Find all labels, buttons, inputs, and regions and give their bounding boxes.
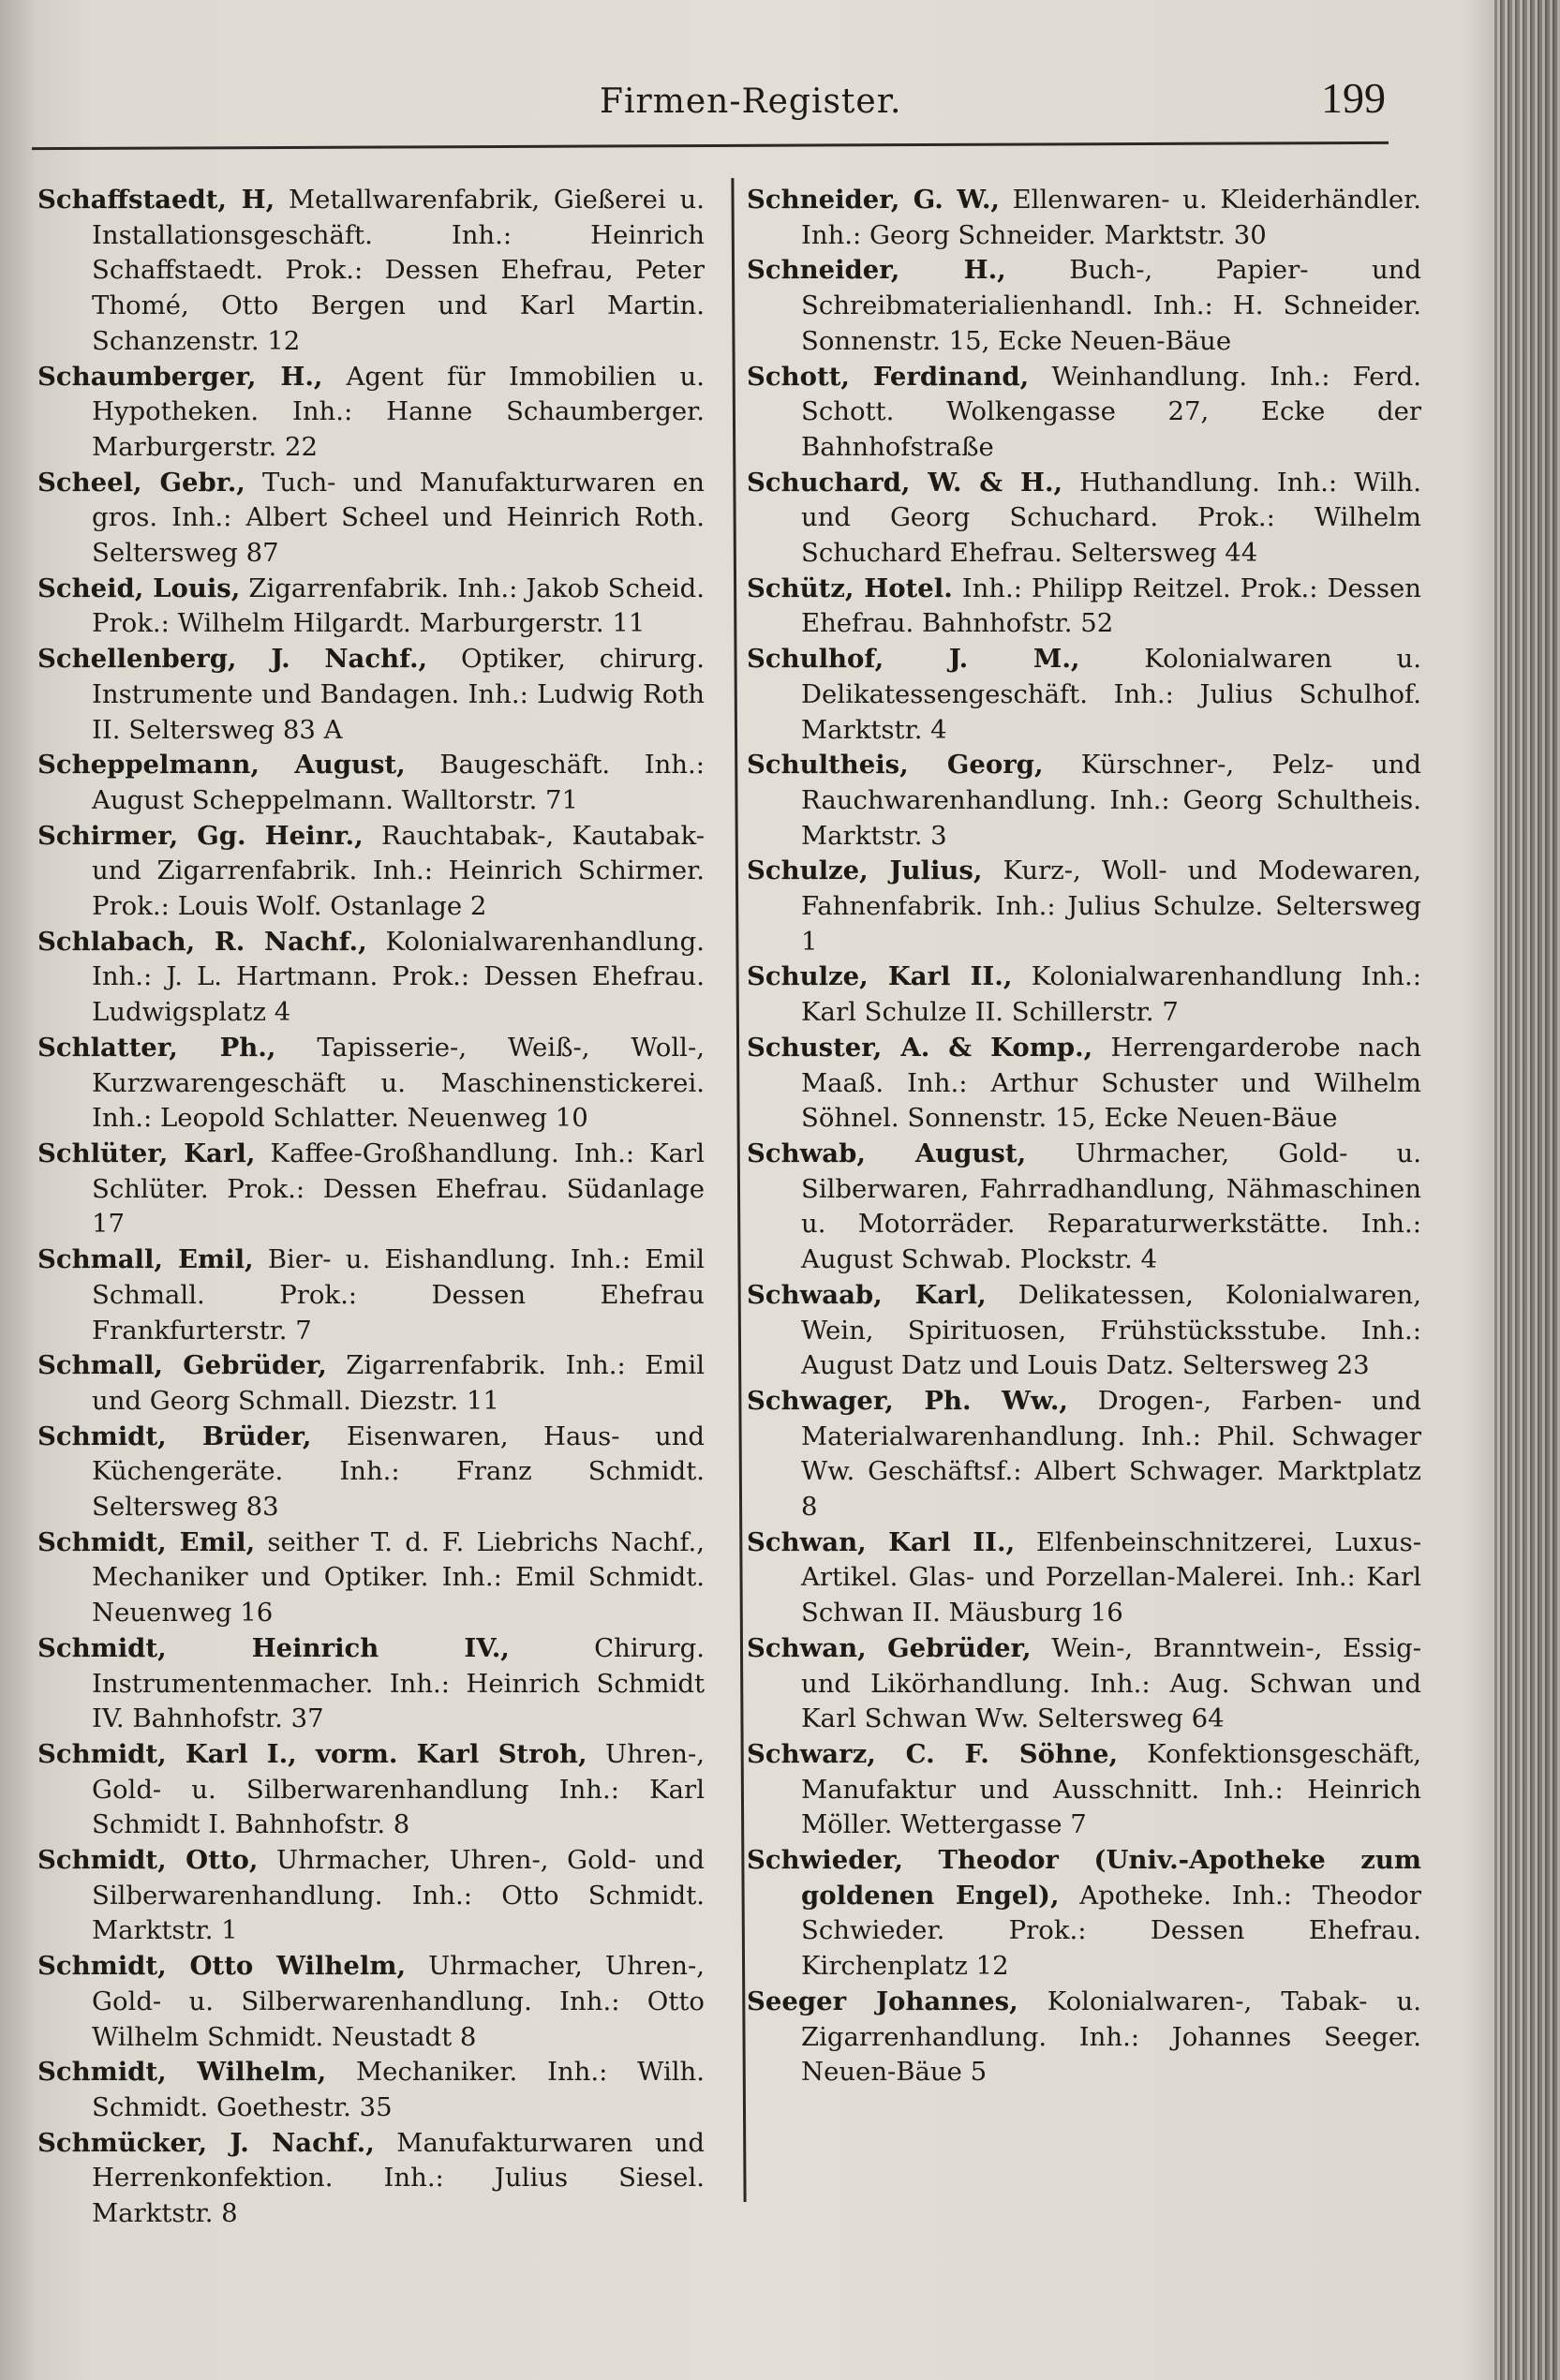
register-entry [747,360,1421,466]
register-entry [37,1031,705,1137]
entry-firm-name: Schwan, Gebrüder, [747,1632,1032,1663]
register-entry [37,1242,705,1348]
register-entry [747,854,1421,959]
entry-firm-name: Schlüter, Karl, [37,1138,256,1168]
entry-firm-name: Schaffstaedt, H, [37,185,275,215]
register-entry [37,2126,705,2232]
entry-firm-name: Schmidt, Otto Wilhelm, [37,1951,407,1982]
entry-details: Kürschner-, Pelz- und Rauchwarenhandlung. Inh.: Georg Schultheis. Marktstr. 3 [801,750,1421,851]
register-entry [37,2055,705,2125]
register-entry [747,466,1421,572]
entry-details: Herrengarderobe nach Maaß. Inh.: Arthur Schuster und Wilhelm Söhnel. Sonnenstr. 15, Ecke Neuen-Bäue [801,1032,1421,1134]
right-column [747,183,1421,2090]
entry-details: Weinhandlung. Inh.: Ferd. Schott. Wolkengasse 27, Ecke der Bahnhofstraße [801,361,1421,462]
entry-details: Tuch- und Manufakturwaren en gros. Inh.: Albert Scheel und Heinrich Roth. Seltersweg 87 [92,467,706,569]
register-entry [747,1631,1421,1737]
entry-details: Agent für Immobilien u. Hypotheken. Inh.: Hanne Schaumberger. Marburgerstr. 22 [92,361,705,462]
entry-details: Eisenwaren, Haus- und Küchengeräte. Inh.: Franz Schmidt. Seltersweg 83 [92,1421,706,1523]
register-entry [747,1843,1421,1985]
entry-firm-name: Schaumberger, H., [37,361,323,392]
entry-details: Apotheke. Inh.: Theodor Schwieder. Prok.: Dessen Ehefrau. Kirchenplatz 12 [801,1880,1421,1982]
entry-firm-name: Schütz, Hotel. [747,573,953,603]
entry-firm-name: Schlatter, Ph., [37,1032,276,1063]
page-binding [0,0,34,2380]
entry-details: seither T. d. F. Liebrichs Nachf., Mechaniker und Optiker. Inh.: Emil Schmidt. Neuenweg 16 [92,1526,706,1629]
entry-details: Metallwarenfabrik, Gießerei u. Installationsgeschäft. Inh.: Heinrich Schaffstaedt. Prok.: Dessen Ehefrau, Peter Thomé, Otto Bergen und Karl Martin. Schanzenstr. 12 [92,185,706,356]
register-entry [37,1737,705,1843]
entry-details: Tapisserie-, Weiß-, Woll-, Kurzwarengeschäft u. Maschinenstickerei. Inh.: Leopold Schlatter. Neuenweg 10 [92,1032,705,1134]
entry-details: Manufakturwaren und Herrenkonfektion. Inh.: Julius Siesel. Marktstr. 8 [92,2127,705,2229]
entry-details: Zigarrenfabrik. Inh.: Jakob Scheid. Prok.: Wilhelm Hilgardt. Marburgerstr. 11 [92,573,705,639]
left-column [37,183,705,2232]
entry-firm-name: Schwab, August, [747,1138,1027,1168]
register-entry [37,1420,705,1525]
register-entry [747,253,1421,359]
entry-firm-name: Scheid, Louis, [37,573,241,603]
entry-firm-name: Schulze, Julius, [747,855,983,886]
entry-firm-name: Schott, Ferdinand, [747,361,1030,392]
entry-firm-name: Schmidt, Brüder, [37,1421,312,1451]
entry-firm-name: Schuster, A. & Komp., [747,1032,1093,1063]
entry-details: Uhren-, Gold- u. Silberwarenhandlung Inh.: Karl Schmidt I. Bahnhofstr. 8 [92,1738,705,1840]
register-entry [747,183,1421,253]
register-entry [747,1137,1421,1278]
register-entry [747,1278,1421,1384]
register-entry [37,1843,705,1949]
register-entry [37,1137,705,1242]
entry-firm-name: Schmall, Emil, [37,1244,254,1275]
register-entry [37,1631,705,1737]
register-entry [37,748,705,818]
register-entry [37,1949,705,2055]
entry-firm-name: Schmidt, Otto, [37,1845,259,1876]
entry-details: Optiker, chirurg. Instrumente und Bandagen. Inh.: Ludwig Roth II. Seltersweg 83 A [92,644,705,745]
entry-firm-name: Schwan, Karl II., [747,1526,1016,1557]
running-title: Firmen-Register. [600,82,902,121]
entry-firm-name: Schuchard, W. & H., [747,467,1063,498]
entry-details: Mechaniker. Inh.: Wilh. Schmidt. Goethestr. 35 [92,2057,705,2122]
entry-firm-name: Schmidt, Karl I., vorm. Karl Stroh, [37,1738,587,1769]
entry-details: Zigarrenfabrik. Inh.: Emil und Georg Schmall. Diezstr. 11 [92,1350,705,1416]
entry-firm-name: Schmidt, Wilhelm, [37,2057,327,2088]
entry-firm-name: Scheppelmann, August, [37,750,406,781]
register-entry [37,925,705,1031]
entry-details: Drogen-, Farben- und Materialwarenhandlung. Inh.: Phil. Schwager Ww. Geschäftsf.: Albert Schwager. Marktplatz 8 [801,1385,1421,1523]
entry-details: Kaffee-Großhandlung. Inh.: Karl Schlüter. Prok.: Dessen Ehefrau. Südanlage 17 [92,1138,705,1240]
entry-details: Kolonialwaren u. Delikatessengeschäft. Inh.: Julius Schulhof. Marktstr. 4 [801,644,1421,745]
entry-firm-name: Schwieder, Theodor (Univ.-Apotheke zum goldenen Engel), [747,1845,1421,1911]
register-entry [37,1348,705,1419]
register-entry [37,572,705,642]
register-entry [37,183,705,360]
register-entry [747,1525,1421,1631]
register-entry [747,1384,1421,1525]
register-entry [747,1031,1421,1137]
entry-firm-name: Schwarz, C. F. Söhne, [747,1738,1119,1769]
entry-details: Kolonialwaren-, Tabak- u. Zigarrenhandlung. Inh.: Johannes Seeger. Neuen-Bäue 5 [801,1986,1421,2088]
register-entry [37,466,705,572]
page-number: 199 [1321,74,1386,122]
entry-details: Elfenbeinschnitzerei, Luxus-Artikel. Glas- und Porzellan-Malerei. Inh.: Karl Schwan II. Mäusburg 16 [801,1526,1421,1629]
entry-firm-name: Schulze, Karl II., [747,961,1013,992]
register-entry [37,819,705,925]
entry-details: Delikatessen, Kolonialwaren, Wein, Spirituosen, Frühstücksstube. Inh.: August Datz und Louis Datz. Seltersweg 23 [801,1279,1421,1381]
entry-firm-name: Schellenberg, J. Nachf., [37,644,428,675]
register-entry [37,642,705,748]
register-entry [747,1985,1421,2090]
entry-details: Wein-, Branntwein-, Essig- und Likörhandlung. Inh.: Aug. Schwan und Karl Schwan Ww. Seltersweg 64 [801,1632,1421,1734]
entry-firm-name: Schulhof, J. M., [747,644,1080,675]
entry-firm-name: Scheel, Gebr., [37,467,245,498]
register-entry [747,748,1421,854]
entry-details: Rauchtabak-, Kautabak- und Zigarrenfabrik. Inh.: Heinrich Schirmer. Prok.: Louis Wolf. Ostanlage 2 [92,820,705,922]
entry-firm-name: Seeger Johannes, [747,1986,1018,2016]
entry-firm-name: Schmidt, Heinrich IV., [37,1632,510,1663]
entry-details: Inh.: Philipp Reitzel. Prok.: Dessen Ehefrau. Bahnhofstr. 52 [801,573,1421,639]
entry-details: Uhrmacher, Uhren-, Gold- u. Silberwarenhandlung. Inh.: Otto Wilhelm Schmidt. Neustadt 8 [92,1951,705,2052]
column-divider [731,178,746,2202]
entry-firm-name: Schwager, Ph. Ww., [747,1385,1069,1416]
entry-details: Bier- u. Eishandlung. Inh.: Emil Schmall. Prok.: Dessen Ehefrau Frankfurterstr. 7 [92,1244,705,1346]
entry-details: Ellenwaren- u. Kleiderhändler. Inh.: Georg Schneider. Marktstr. 30 [801,185,1421,250]
entry-firm-name: Schmall, Gebrüder, [37,1350,327,1381]
entry-firm-name: Schneider, H., [747,255,1006,286]
entry-details: Kolonialwarenhandlung. Inh.: J. L. Hartmann. Prok.: Dessen Ehefrau. Ludwigsplatz 4 [92,926,705,1028]
entry-firm-name: Schlabach, R. Nachf., [37,926,367,957]
register-entry [747,572,1421,642]
entry-firm-name: Schwaab, Karl, [747,1279,987,1310]
entry-firm-name: Schneider, G. W., [747,185,1000,215]
register-entry [747,959,1421,1030]
entry-details: Buch-, Papier- und Schreibmaterialienhandl. Inh.: H. Schneider. Sonnenstr. 15, Ecke Neuen-Bäue [801,255,1421,356]
entry-firm-name: Schmidt, Emil, [37,1526,256,1557]
entry-details: Konfektionsgeschäft, Manufaktur und Ausschnitt. Inh.: Heinrich Möller. Wettergasse 7 [801,1738,1422,1840]
entry-firm-name: Schultheis, Georg, [747,750,1044,781]
entry-firm-name: Schmücker, J. Nachf., [37,2127,375,2158]
entry-details: Kurz-, Woll- und Modewaren, Fahnenfabrik. Inh.: Julius Schulze. Seltersweg 1 [801,855,1422,957]
register-entry [747,1737,1421,1843]
entry-firm-name: Schirmer, Gg. Heinr., [37,820,364,851]
register-entry [37,360,705,466]
entry-details: Uhrmacher, Gold- u. Silberwaren, Fahrradhandlung, Nähmaschinen u. Motorräder. Reparaturwerkstätte. Inh.: August Schwab. Plockstr. 4 [801,1138,1421,1275]
entry-details: Uhrmacher, Uhren-, Gold- und Silberwarenhandlung. Inh.: Otto Schmidt. Marktstr. 1 [92,1845,706,1946]
entry-details: Huthandlung. Inh.: Wilh. und Georg Schuchard. Prok.: Wilhelm Schuchard Ehefrau. Seltersweg 44 [801,467,1421,569]
page-edge [1494,0,1560,2380]
register-entry [37,1525,705,1631]
header-rule [32,141,1389,150]
entry-details: Chirurg. Instrumentenmacher. Inh.: Heinrich Schmidt IV. Bahnhofstr. 37 [92,1632,705,1734]
entry-details: Kolonialwarenhandlung Inh.: Karl Schulze II. Schillerstr. 7 [801,961,1421,1028]
register-entry [747,642,1421,748]
running-head [0,73,1443,129]
entry-details: Baugeschäft. Inh.: August Scheppelmann. Walltorstr. 71 [92,750,706,815]
